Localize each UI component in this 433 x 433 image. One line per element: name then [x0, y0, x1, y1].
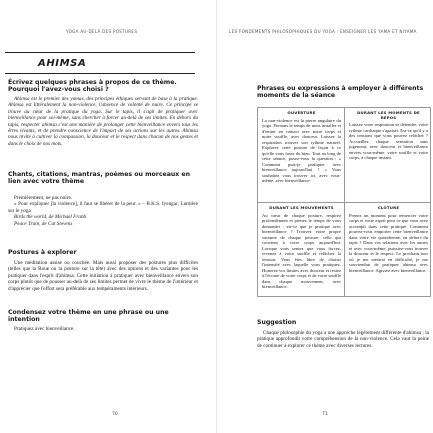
right-page [217, 0, 433, 433]
heading-postures: Postures à explorer [8, 249, 77, 256]
cell-repos [349, 111, 428, 161]
title-rule-top [5, 52, 195, 53]
cell-mouvements [262, 206, 341, 290]
title-rule-bottom [5, 73, 195, 74]
heading-suggestion: Suggestion [257, 319, 297, 326]
left-page-number: 70 [112, 412, 118, 417]
heading-theme: Écrivez quelques phrases à propos de ce thème. Pourquoi l'avez-vous choisi ? [8, 79, 177, 93]
paragraph-suggestion [257, 330, 429, 349]
cell-cloture [349, 206, 428, 273]
cell-title: OUVERTURE [287, 110, 316, 115]
quote-item: « Pour expliquer [la violence], il faut se libérer de la peur. » – B.K.S. Iyengar, Lumière sur le yoga [8, 201, 198, 214]
cell-title: DURANT LES MOMENTS DE REPOS [357, 110, 420, 120]
paragraph-intention [8, 326, 198, 332]
quote-item: Birds the world, de Michael Franti [14, 214, 87, 221]
cell-text: La non-violence est la pierre angulaire du yoga. Prenons le temps de nous installer et d'entrer en contact avec notre corps et notre souffle, avec douceur. Laissez la respiration trouver son rythme naturel. Explorez cette posture de façon à ce qu'elle vous fasse du bien. Tout au long de cette séance, posez-vous la question : « Comment puis-je pratiquer avec bienveillance aujourd'hui ? » Vous souhaitez vous trouver ici, avec vous-même, avec bienveillance. [262, 117, 341, 184]
left-running-head: YOGA AU-DELÀ DES POSTURES [66, 29, 138, 34]
quote-item: Peace Train, de Cat Stevens [14, 220, 73, 227]
paragraph-postures [8, 260, 198, 292]
heading-phrases: Phrases ou expressions à employer à différents moments de la séance [257, 85, 424, 99]
paragraph-theme [8, 96, 198, 147]
grid-horizontal-divider [258, 202, 430, 203]
right-running-head: LES FONDEMENTS PHILOSOPHIQUES DU YOGA : ENSEIGNER LES YAMA ET NIYAMA [229, 29, 417, 34]
paragraph-suggestion-text: Chaque philosophie du yoga a une approche légèrement différente d'ahimsa ; la pratique approfondit votre compréhension de la non-violence. Cela vaut la peine de continuer à explorer ce thème avec diverses lectures. [257, 330, 429, 349]
paragraph-theme-text: Ahimsa est le premier des yamas, des principes éthiques servant de base à la pratique. Ahimsa est littéralement la non-violence, l'absence de volonté de nuire. Ce principe se trouve au cœur de la pratique du yoga. Sur le tapis, il s'agit de pratiquer avec bienveillance pour soi-même, sans chercher à forcer au-delà de ses limites. En dehors du tapis, respecter ahimsa c'est une manière de prolonger cette bienveillance envers tous les êtres vivants, et de prendre conscience de l'impact de ses actions sur les autres. Ahimsa nous invite à cultiver la compassion, la douceur et le respect dans chacun de nos gestes et dans le choix de nos mots. [8, 96, 198, 147]
heading-condensez: Condensez votre thème en une phrase ou une intention [8, 309, 169, 323]
heading-chants: Chants, citations, mantras, poèmes ou morceaux en lien avec votre thème [8, 171, 191, 185]
cell-title: DURANT LES MOUVEMENTS [269, 205, 334, 210]
section-title: AHIMSA [38, 58, 87, 69]
cell-text: Au cœur de chaque posture, respirez profondément et prenez le temps de vous demander : est-ce que je pratique avec bienveillance ? Trouvez votre propre variante de chaque posture, celle qui convient à votre corps aujourd'hui. Lorsque vous sentez que vous forcez, revenez à votre souffle et relâchez la tension. Vous êtes libre de choisir l'intensité avec laquelle vous pratiquez. Honorez vos limites avec douceur et restez à l'écoute de votre corps et de votre souffle dans chaque mouvement, avec bienveillance. [262, 212, 341, 290]
paragraph-intention-text: Pratiquez avec bienveillance. [14, 326, 75, 332]
cell-text: Prenez un moment pour remercier votre corps et votre esprit pour ce que vous avez accompli dans cette pratique. Comment pouvez-vous emporter cette bienveillance dans votre vie quotidienne, en dehors du tapis ? Dans vos relations avec les autres et avec vous-même, puissiez-vous trouver la douceur et le respect. Le prochain tour où je me sentirai en difficulté, je me souviendrai de pratiquer ahimsa avec bienveillance. Agissez avec bienveillance. [349, 212, 428, 273]
phrases-grid [257, 107, 431, 297]
cell-title: CLÔTURE [377, 205, 400, 210]
left-page [0, 0, 216, 433]
quote-item: Premièrement, ne pas nuire. [14, 195, 73, 201]
quotes-list [8, 195, 198, 227]
right-page-number: 71 [322, 412, 328, 417]
paragraph-postures-text: Une méditation assise ou couchée. Mais aussi proposer des postures plus difficiles (telles que la Roue ou la posture sur la tête) avec des options et des variantes pour les pratiquer dans l'esprit d'ahimsa. Cette initiation à pratiquer avec bienveillance envers son corps plutôt que de pousser au-delà de ses limites permet de vivre le thème de l'intérieur et d'apprécier que l'effort sera préférable aux tempéraments intérieurs. [8, 260, 198, 292]
cell-text: Laissez votre respiration se détendre, votre rythme cardiaque s'apaiser. Est-ce qu'il y a des tensions que vous pouvez relâcher ? Accueillez chaque sensation sans jugement, avec douceur et bienveillance envers vous-même, votre souffle et votre corps, à chaque instant. [349, 122, 428, 161]
cell-ouverture [262, 111, 341, 184]
